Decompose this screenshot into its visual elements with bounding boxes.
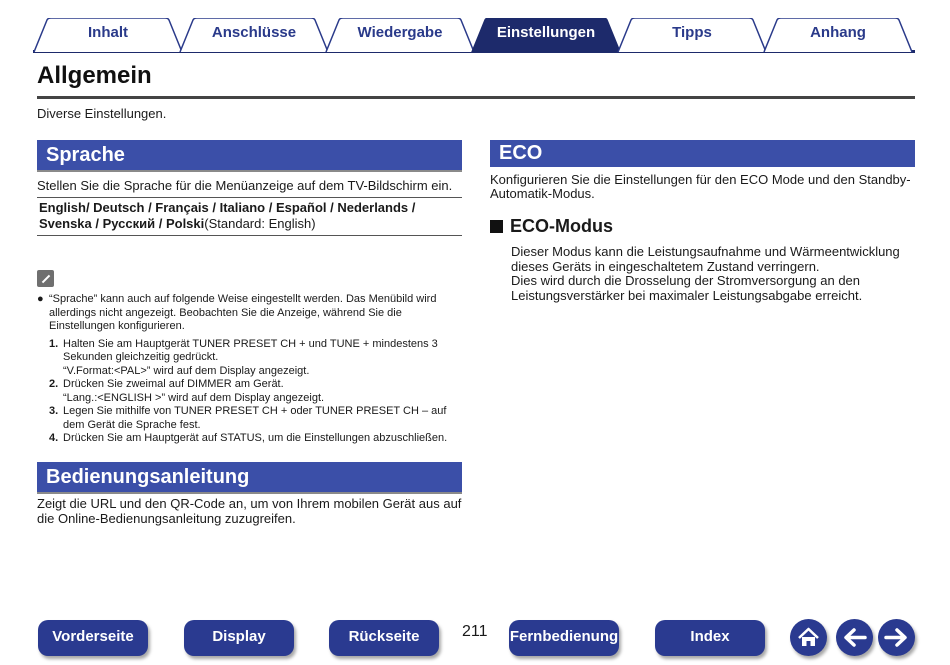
- section-heading-sprache: Sprache: [37, 140, 462, 170]
- step-number: 3.: [49, 405, 59, 417]
- options-line-1: English/ Deutsch / Français / Italiano / Español / Nederlands /: [39, 200, 416, 215]
- page-number: 211: [462, 623, 488, 640]
- step-result: “Lang.:<ENGLISH >” wird auf dem Display angezeigt.: [63, 391, 325, 404]
- display-button[interactable]: Display: [184, 620, 294, 656]
- tab-label: Anschlüsse: [211, 24, 297, 41]
- step-number: 1.: [49, 337, 59, 350]
- eco-mode-desc-2: Dies wird durch die Drosselung der Stromversorgung an den Leistungsverstärker bei maximaler Leistungsabgabe erreicht.: [511, 273, 863, 303]
- section-heading-bedienungsanleitung: Bedienungsanleitung: [37, 462, 462, 492]
- tab-einstellungen[interactable]: [471, 18, 621, 51]
- arrow-left-icon: [836, 619, 873, 656]
- step-item: [49, 338, 462, 379]
- options-line-2: Svenska / Русский / Polski: [39, 216, 205, 231]
- tab-inhalt[interactable]: [33, 18, 183, 51]
- intro-text: Diverse Einstellungen.: [37, 106, 167, 121]
- bedienungsanleitung-description: Zeigt die URL und den QR-Code an, um von Ihrem mobilen Gerät aus auf die Online-Bedienungsanleitung zuzugreifen.: [37, 496, 462, 526]
- eco-mode-title: ECO-Modus: [510, 216, 613, 236]
- divider: [37, 197, 462, 198]
- eco-mode-heading: [490, 216, 613, 237]
- eco-mode-desc-1: Dieser Modus kann die Leistungsaufnahme und Wärmeentwicklung dieses Geräts in eingeschaltetem Zustand verringern.: [511, 244, 900, 274]
- home-icon: [790, 619, 827, 656]
- steps-list: [49, 338, 462, 446]
- tab-anschluesse[interactable]: [179, 18, 329, 51]
- sprache-options: [39, 200, 462, 232]
- divider: [37, 170, 462, 172]
- home-button[interactable]: [790, 619, 827, 656]
- step-item: [49, 405, 462, 432]
- step-text: Halten Sie am Hauptgerät TUNER PRESET CH + und TUNE + mindestens 3 Sekunden gleichzeitig gedrückt.: [63, 337, 438, 363]
- tab-label: Inhalt: [88, 24, 128, 41]
- section-heading-eco: ECO: [490, 140, 915, 167]
- tab-label: Wiedergabe: [357, 24, 443, 41]
- tab-bar: [33, 18, 915, 54]
- fernbedienung-button[interactable]: Fernbedienung: [509, 620, 619, 656]
- rueckseite-button[interactable]: Rückseite: [329, 620, 439, 656]
- sprache-description: Stellen Sie die Sprache für die Menüanzeige auf dem TV-Bildschirm ein.: [37, 178, 453, 193]
- arrow-right-icon: [878, 619, 915, 656]
- tab-anhang[interactable]: [763, 18, 913, 51]
- forward-button[interactable]: [878, 619, 915, 656]
- divider: [37, 492, 462, 494]
- step-text: Drücken Sie zweimal auf DIMMER am Gerät.: [63, 378, 284, 390]
- note-text: “Sprache” kann auch auf folgende Weise eingestellt werden. Das Menübild wird allerdings nicht angezeigt. Beobachten Sie die Anzeige, während Sie die Einstellungen konfigurieren.: [49, 293, 437, 332]
- index-button[interactable]: Index: [655, 620, 765, 656]
- square-bullet-icon: [490, 220, 503, 233]
- step-result: “V.Format:<PAL>” wird auf dem Display angezeigt.: [63, 364, 310, 377]
- note-bullet: ● “Sprache” kann auch auf folgende Weise eingestellt werden. Das Menübild wird allerdings nicht angezeigt. Beobachten Sie die Anzeige, während Sie die Einstellungen konfigurieren.: [37, 293, 462, 334]
- tab-tipps[interactable]: [617, 18, 767, 51]
- tab-wiedergabe[interactable]: [325, 18, 475, 51]
- step-number: 2.: [49, 378, 59, 390]
- title-rule: [37, 96, 915, 99]
- pencil-note-icon: [37, 270, 54, 287]
- back-button[interactable]: [836, 619, 873, 656]
- step-number: 4.: [49, 432, 59, 444]
- vorderseite-button[interactable]: Vorderseite: [38, 620, 148, 656]
- tab-label: Tipps: [672, 24, 712, 41]
- step-item: [49, 378, 462, 405]
- divider: [37, 235, 462, 236]
- step-text: Legen Sie mithilfe von TUNER PRESET CH + oder TUNER PRESET CH – auf dem Gerät die Sprache fest.: [63, 405, 447, 431]
- eco-description: Konfigurieren Sie die Einstellungen für den ECO Mode und den Standby-Automatik-Modus.: [490, 172, 911, 201]
- page-title: Allgemein: [37, 62, 152, 89]
- note-box: [37, 270, 462, 446]
- options-default: (Standard: English): [204, 216, 316, 231]
- eco-mode-text: [511, 245, 911, 303]
- step-text: Drücken Sie am Hauptgerät auf STATUS, um die Einstellungen abzuschließen.: [63, 432, 448, 444]
- tab-label: Einstellungen: [496, 24, 596, 41]
- step-item: [49, 432, 462, 446]
- tab-label: Anhang: [810, 24, 866, 41]
